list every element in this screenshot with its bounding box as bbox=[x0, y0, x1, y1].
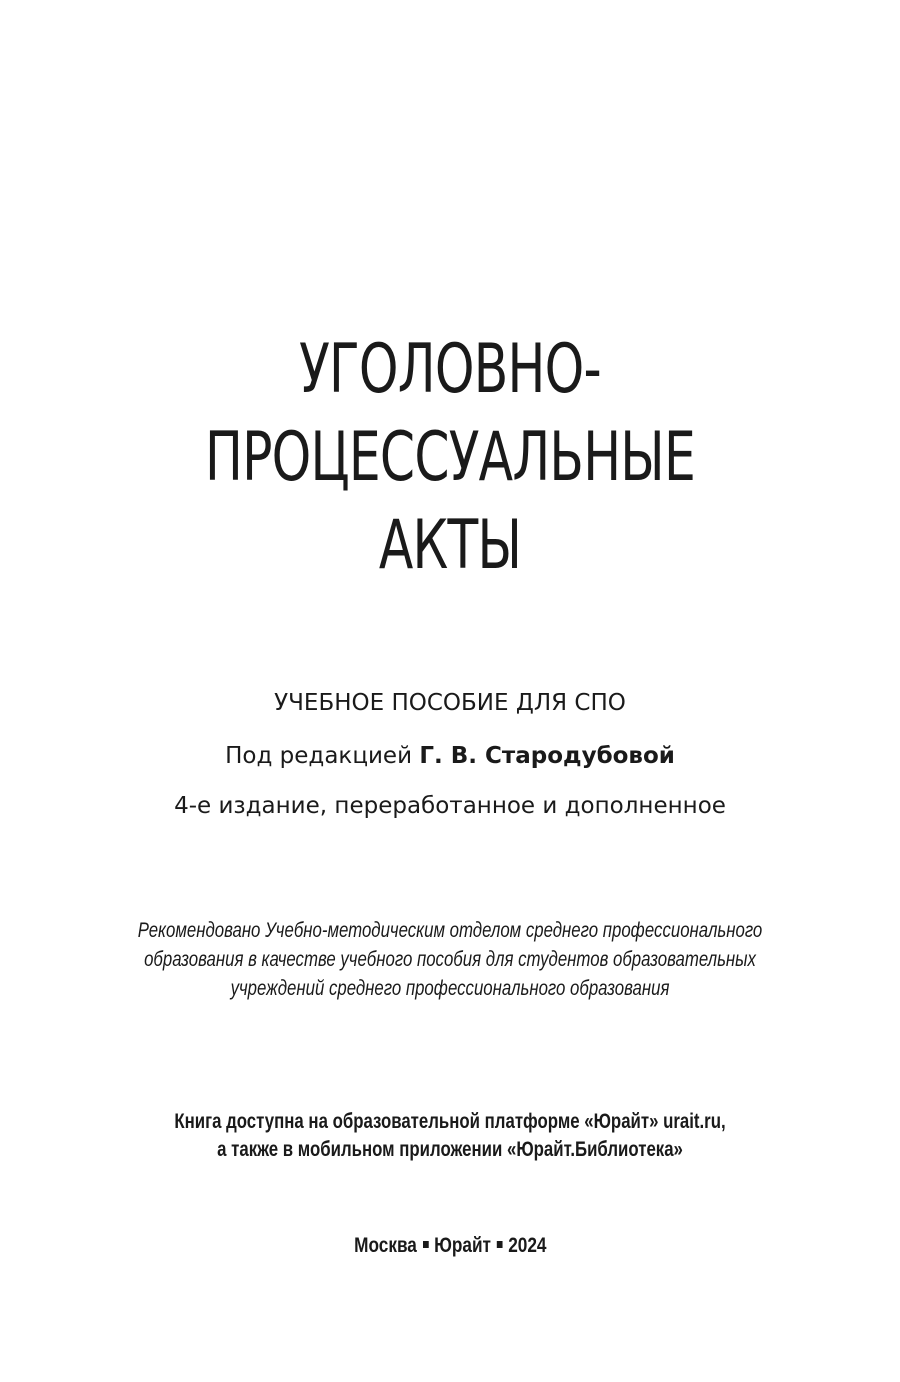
availability-line: Книга доступна на образовательной платформе «Юрайт» urait.ru, bbox=[174, 1110, 726, 1133]
publication-type: УЧЕБНОЕ ПОСОБИЕ ДЛЯ СПО bbox=[274, 690, 626, 716]
book-title-line: АКТЫ bbox=[378, 506, 522, 585]
edition-info: 4-е издание, переработанное и дополненное bbox=[174, 793, 726, 819]
book-title-line: УГОЛОВНО- bbox=[299, 330, 601, 409]
editor-line bbox=[0, 741, 900, 771]
recommendation-note bbox=[0, 916, 900, 1003]
recommendation-line: Рекомендовано Учебно-методическим отделом среднего профессионального bbox=[137, 919, 763, 942]
square-separator-icon bbox=[496, 1241, 502, 1248]
square-separator-icon bbox=[422, 1241, 428, 1248]
imprint-year: 2024 bbox=[507, 1234, 547, 1257]
editor-name: Г. В. Стародубовой bbox=[419, 743, 675, 769]
availability-note bbox=[0, 1108, 900, 1164]
book-title bbox=[0, 326, 900, 590]
recommendation-line: образования в качестве учебного пособия для студентов образовательных bbox=[144, 948, 756, 971]
imprint-city: Москва bbox=[353, 1234, 417, 1257]
editor-prefix: Под редакцией bbox=[225, 743, 413, 769]
recommendation-line: учреждений среднего профессионального образования bbox=[230, 977, 670, 1000]
book-title-line: ПРОЦЕССУАЛЬНЫЕ bbox=[204, 418, 696, 497]
imprint bbox=[0, 1232, 900, 1260]
imprint-publisher: Юрайт bbox=[433, 1234, 491, 1257]
availability-line: а также в мобильном приложении «Юрайт.Библиотека» bbox=[217, 1138, 683, 1161]
